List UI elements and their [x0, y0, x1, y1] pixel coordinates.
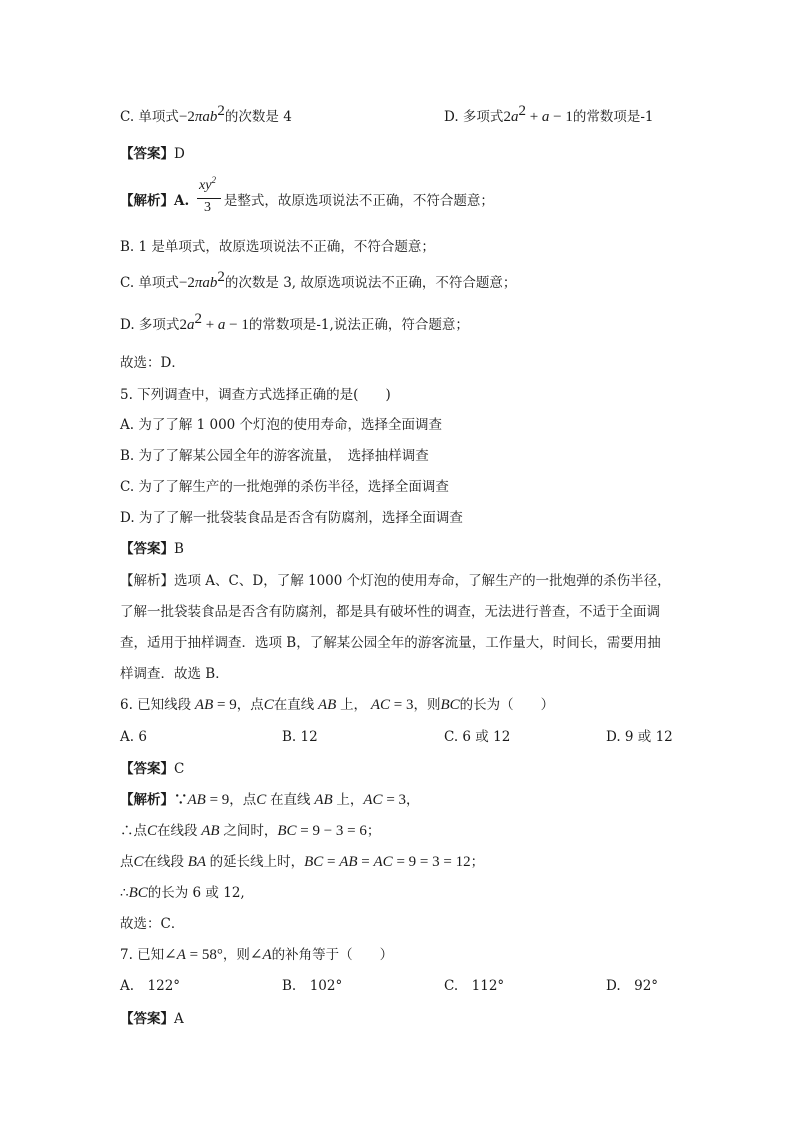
q4-option-c: C. 单项式−2πab$^2$的次数是 4 — [120, 103, 292, 125]
q6-option-d: D. 9 或 12 — [606, 729, 673, 745]
q5-analysis-line-2: 了解一批袋装食品是否含有防腐剂，都是具有破坏性的调查，无法进行普查，不适于全面调 — [120, 604, 660, 620]
q6-option-b: B. 12 — [282, 729, 318, 745]
q4-analysis-c-formula: −2πab$^2$ — [178, 269, 225, 291]
q4-option-d-formula: $2a^2 + a - 1$ — [503, 103, 573, 125]
q7-option-b: B. 102° — [282, 978, 343, 994]
q6-option-c: C. 6 或 12 — [444, 729, 511, 745]
q6-answer: 【答案】C — [120, 761, 185, 777]
q4-analysis-a: 【解析】A. 是整式，故原选项说法不正确，不符合题意； — [120, 193, 494, 209]
q4-conclusion: 故选：D． — [120, 355, 185, 371]
q4-analysis-d-formula: $2a^2 + a - 1$ — [179, 311, 249, 333]
q5-option-d: D. 为了了解一批袋装食品是否含有防腐剂，选择全面调查 — [120, 510, 463, 526]
q5-answer: 【答案】B — [120, 541, 184, 557]
q7-answer: 【答案】A — [120, 1011, 184, 1027]
q6-question: 6. 已知线段 AB = 9，点C在直线 AB 上， AC = 3，则BC的长为（ ） — [120, 697, 555, 713]
q4-answer: 【答案】D — [120, 146, 185, 162]
q4-option-d: D. 多项式$2a^2 + a - 1$的常数项是-1 — [444, 103, 654, 125]
q7-option-d: D. 92° — [606, 978, 659, 994]
q4-analysis-d: D. 多项式$2a^2 + a - 1$的常数项是-1,说法正确，符合题意； — [120, 311, 469, 333]
q4-analysis-c: C. 单项式−2πab$^2$的次数是 3, 故原选项说法不正确，不符合题意； — [120, 269, 517, 291]
q5-analysis-line-1: 【解析】选项 A、C、D，了解 1000 个灯泡的使用寿命，了解生产的一批炮弹的杀伤半径， — [120, 573, 671, 589]
q6-conclusion: 故选：C． — [120, 916, 185, 932]
q5-option-b: B. 为了了解某公园全年的游客流量， 选择抽样调查 — [120, 448, 429, 464]
q7-option-c: C. 112° — [444, 978, 505, 994]
q4-analysis-b: B. 1 是单项式，故原选项说法不正确，不符合题意； — [120, 239, 435, 255]
q6-option-a: A. 6 — [120, 729, 147, 745]
q6-analysis-line-1: 【解析】∵AB = 9，点C 在直线 AB 上，AC = 3， — [120, 792, 420, 808]
q5-question: 5. 下列调查中，调查方式选择正确的是( ) — [120, 387, 391, 403]
q6-analysis-line-4: ∴BC的长为 6 或 12, — [120, 885, 245, 901]
q4-option-c-formula: −2πab$^2$ — [178, 103, 225, 125]
q5-option-a: A. 为了了解 1 000 个灯泡的使用寿命，选择全面调查 — [120, 417, 443, 433]
q6-analysis-line-2: ∴点C在线段 AB 之间时，BC = 9 − 3 = 6； — [120, 823, 381, 839]
q5-analysis-line-3: 查，适用于抽样调查．选项 B，了解某公园全年的游客流量，工作量大，时间长，需要用抽 — [120, 635, 661, 651]
q7-question: 7. 已知∠A = 58°，则∠A的补角等于（ ） — [120, 947, 394, 963]
q5-analysis-line-4: 样调查．故选 B． — [120, 666, 229, 682]
q5-option-c: C. 为了了解生产的一批炮弹的杀伤半径，选择全面调查 — [120, 479, 449, 495]
q6-analysis-line-3: 点C在线段 BA 的延长线上时，BC = AB = AC = 9 = 3 = 12； — [120, 854, 485, 870]
q7-option-a: A. 122° — [120, 978, 181, 994]
